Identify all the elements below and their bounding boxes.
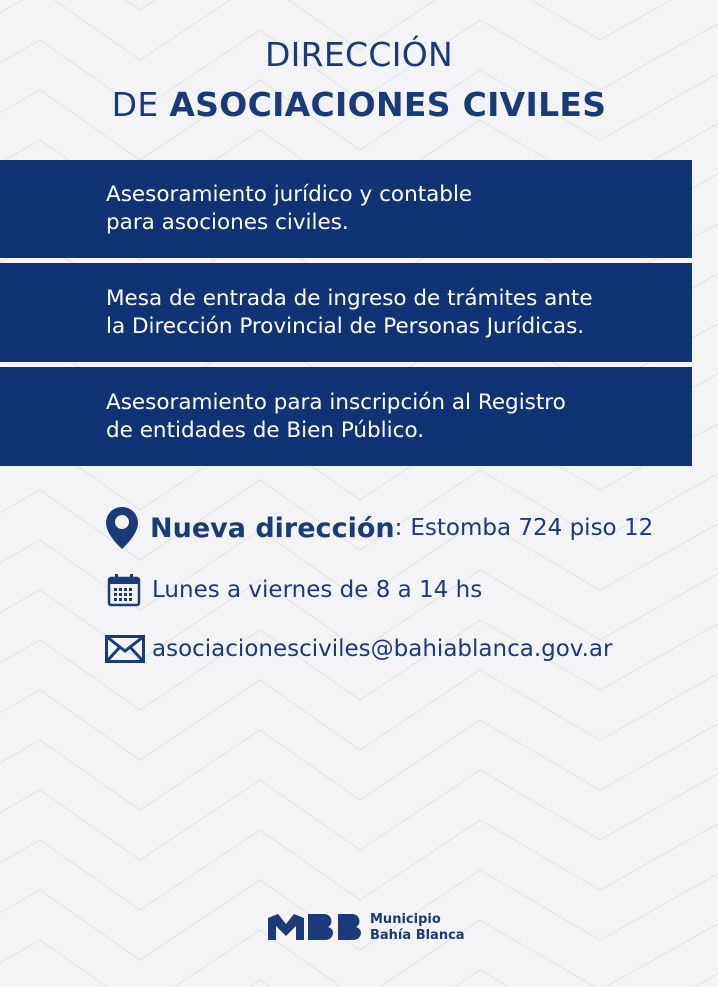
brand-line-1: Municipio [370, 912, 441, 927]
service-line: Asesoramiento para inscripción al Registro [106, 389, 566, 415]
title-line-1: DIRECCIÓN [264, 35, 454, 74]
address-colon: : [394, 515, 403, 541]
service-line: Asesoramiento jurídico y contable [106, 182, 473, 207]
address-row [104, 505, 653, 551]
service-text [106, 181, 472, 237]
service-line: Mesa de entrada de ingreso de trámites ante [106, 285, 593, 311]
brand-line-2: Bahía Blanca [370, 928, 465, 943]
brand-name [370, 912, 465, 944]
title-line-2 [0, 80, 718, 130]
service-text [106, 389, 566, 445]
service-band-filing-desk [0, 263, 692, 362]
title-prefix: DE [111, 85, 159, 124]
title-bold: ASOCIACIONES CIVILES [169, 85, 607, 124]
service-band-registry-advice [0, 367, 692, 466]
service-text [106, 285, 593, 341]
email-link[interactable]: asociacionesciviles@bahiablanca.gov.ar [152, 636, 613, 662]
page-title [0, 30, 718, 130]
hours-row [104, 571, 482, 609]
envelope-icon [104, 635, 146, 663]
hours-text: Lunes a viernes de 8 a 14 hs [152, 577, 483, 603]
service-line: para asociones civiles. [106, 210, 349, 235]
calendar-icon [104, 573, 144, 607]
address-label: Nueva dirección [150, 512, 395, 544]
service-line: la Dirección Provincial de Personas Jurídicas. [106, 313, 585, 339]
footer-brand [268, 910, 465, 946]
email-row [104, 630, 612, 668]
map-pin-icon [104, 506, 140, 550]
service-line: de entidades de Bien Público. [106, 417, 425, 443]
municipio-logo-icon [268, 910, 364, 946]
address-value: Estomba 724 piso 12 [410, 515, 654, 541]
service-band-legal-advice [0, 160, 692, 258]
